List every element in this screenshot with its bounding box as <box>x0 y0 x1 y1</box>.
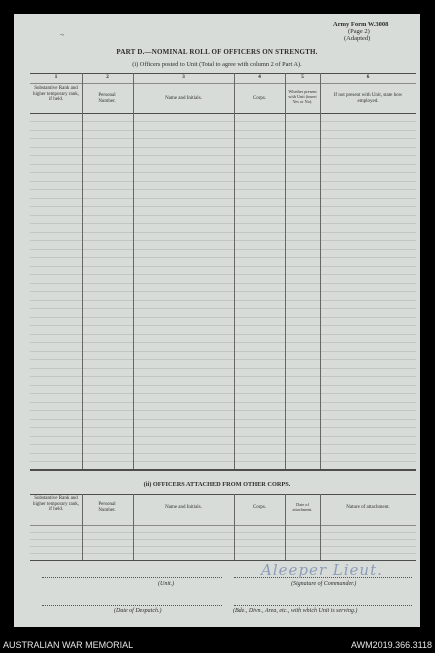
table-ruled-line <box>30 444 416 445</box>
form-adapted-note: (Adapted) <box>344 35 371 42</box>
table-ruled-line <box>30 368 416 369</box>
col-number: 5 <box>301 74 304 80</box>
table-ruled-line <box>30 172 416 173</box>
page-title: PART D.—NOMINAL ROLL OF OFFICERS ON STRENGTH. <box>116 48 318 56</box>
header2-personal-number: Personal Number. <box>98 502 116 513</box>
table-ruled-line <box>30 121 416 122</box>
table-ruled-line <box>30 402 416 403</box>
table-ruled-line <box>30 427 416 428</box>
table-ruled-line <box>30 266 416 267</box>
header-rank: Substantive Rank and higher temporary rank, if held. <box>33 86 79 103</box>
table-ruled-line <box>30 359 416 360</box>
table-ruled-line <box>30 546 416 547</box>
header2-name: Name and Initials. <box>165 505 202 510</box>
table-ruled-line <box>30 291 416 292</box>
table2-col-divider <box>133 494 134 560</box>
table1-header-rule <box>30 113 416 114</box>
table-ruled-line <box>30 436 416 437</box>
table-ruled-line <box>30 385 416 386</box>
table-ruled-line <box>30 393 416 394</box>
table1-col-divider <box>320 73 321 469</box>
unit-label: (Unit.) <box>158 581 175 587</box>
table-ruled-line <box>30 274 416 275</box>
header2-nature-of-attachment: Nature of attachment. <box>346 505 390 510</box>
table-ruled-line <box>30 249 416 250</box>
table-ruled-line <box>30 532 416 533</box>
table2-top-rule <box>30 494 416 495</box>
col-number: 3 <box>182 74 185 80</box>
header-personal-number: Personal Number. <box>98 93 116 104</box>
table-ruled-line <box>30 351 416 352</box>
col-number: 1 <box>54 74 58 80</box>
table1-col-divider <box>234 73 235 469</box>
header-corps: Corps. <box>252 96 267 101</box>
handwritten-signature: Aleeper Lieut. <box>261 561 383 579</box>
header-employment: If not present with Unit, state how employed. <box>333 93 403 104</box>
footer-accession-number: AWM2019.366.3118 <box>350 640 432 650</box>
form-page-number: (Page 2) <box>348 28 370 35</box>
table-ruled-line <box>30 308 416 309</box>
table-ruled-line <box>30 257 416 258</box>
table-ruled-line <box>30 317 416 318</box>
table-ruled-line <box>30 342 416 343</box>
table-ruled-line <box>30 283 416 284</box>
table-ruled-line <box>30 155 416 156</box>
table-ruled-line <box>30 410 416 411</box>
table1-number-rule <box>30 83 416 84</box>
table2-col-divider <box>234 494 235 560</box>
table-ruled-line <box>30 198 416 199</box>
section2-subtitle: (ii) OFFICERS ATTACHED FROM OTHER CORPS. <box>143 481 291 488</box>
footer-institution: AUSTRALIAN WAR MEMORIAL <box>3 640 134 650</box>
table-ruled-line <box>30 147 416 148</box>
table1-col-divider <box>82 73 83 469</box>
table1-col-divider <box>285 73 286 469</box>
header-name: Name and Initials. <box>165 96 202 101</box>
table-ruled-line <box>30 181 416 182</box>
location-line <box>234 605 412 606</box>
table-ruled-line <box>30 376 416 377</box>
table-ruled-line <box>30 164 416 165</box>
table-ruled-line <box>30 223 416 224</box>
table-ruled-line <box>30 138 416 139</box>
table-ruled-line <box>30 539 416 540</box>
form-page <box>14 14 420 627</box>
table-ruled-line <box>30 240 416 241</box>
table1-bottom-rule <box>30 469 416 471</box>
table-ruled-line <box>30 232 416 233</box>
commander-signature-label: (Signature of Commander.) <box>291 581 357 587</box>
table-ruled-line <box>30 419 416 420</box>
table2-header-rule <box>30 525 416 526</box>
col-number: 4 <box>258 74 261 80</box>
table-ruled-line <box>30 553 416 554</box>
header2-date-of-attachment: Date of attachment. <box>292 502 313 512</box>
despatch-date-label: (Date of Despatch.) <box>114 608 162 614</box>
table-ruled-line <box>30 325 416 326</box>
form-number: Army Form W.3008 <box>333 21 389 28</box>
table-ruled-line <box>30 215 416 216</box>
header2-corps: Corps. <box>252 505 267 510</box>
unit-line <box>42 577 222 578</box>
table2-col-divider <box>82 494 83 560</box>
table-ruled-line <box>30 206 416 207</box>
table-ruled-line <box>30 461 416 462</box>
col-number: 2 <box>106 74 109 80</box>
header2-rank: Substantive Rank and higher temporary rank, if held. <box>33 496 79 513</box>
table-ruled-line <box>30 300 416 301</box>
pin-mark: ‑› <box>60 32 64 38</box>
table-ruled-line <box>30 453 416 454</box>
table1-top-rule <box>30 73 416 74</box>
table2-col-divider <box>320 494 321 560</box>
table-ruled-line <box>30 130 416 131</box>
unit-location-label: (Bde., Divn., Area, etc., with which Unit is serving.) <box>233 608 358 614</box>
section1-subtitle: (i) Officers posted to Unit (Total to agree with column 2 of Part A). <box>132 61 302 68</box>
table-ruled-line <box>30 334 416 335</box>
table1-col-divider <box>133 73 134 469</box>
despatch-date-line <box>42 605 222 606</box>
table-ruled-line <box>30 189 416 190</box>
header-present: Whether present with Unit (insert Yes or No). <box>288 89 317 104</box>
col-number: 6 <box>366 74 370 80</box>
